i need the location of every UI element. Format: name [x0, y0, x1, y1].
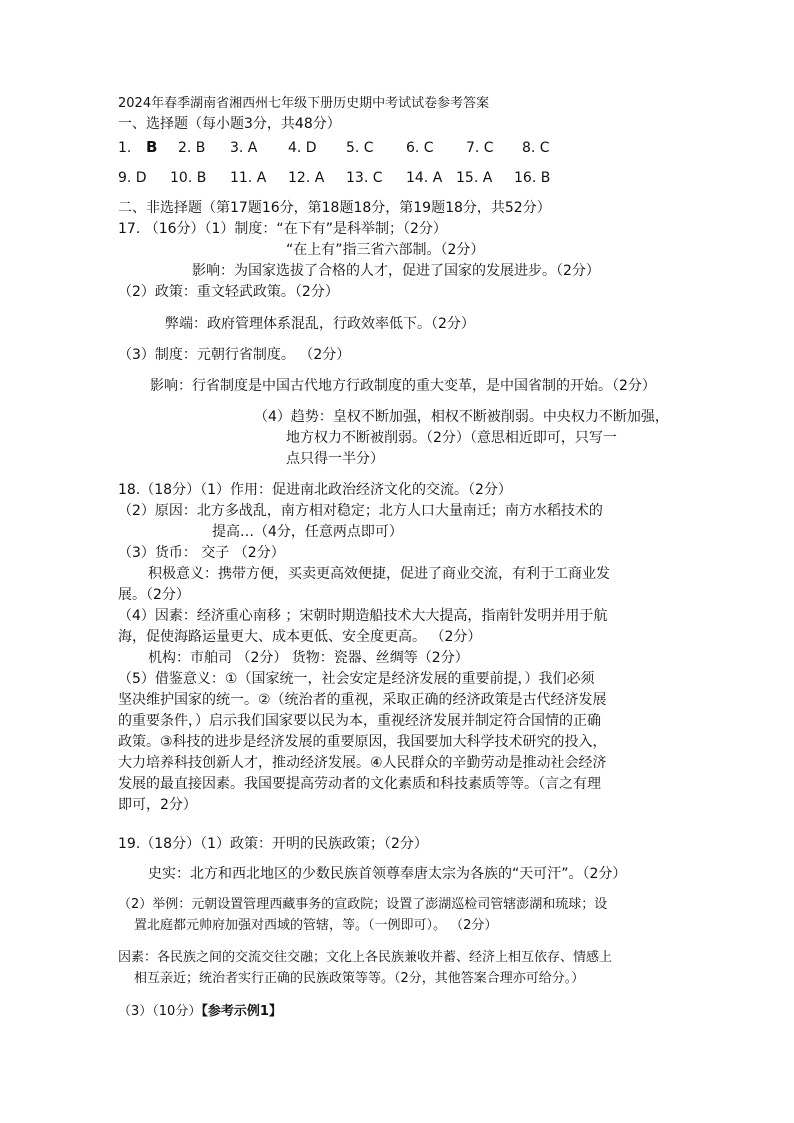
part1-heading: 一、选择题（每小题3分，共48分）: [118, 116, 341, 132]
q17-line: （4）趋势：皇权不断加强，相权不断被削弱。中央权力不断加强，: [254, 409, 669, 425]
q18-line: 机构：市舶司 （2分） 货物：瓷器、丝绸等（2分）: [148, 650, 469, 666]
mc-answer: 7. C: [466, 140, 494, 156]
q18-line: 坚决维护国家的统一。②（统治者的重视，采取正确的经济政策是古代经济发展: [118, 692, 607, 708]
q17-line: 17. （16分）（1）制度：“在下有”是科举制；（2分）: [118, 221, 447, 237]
q19-line: 史实：北方和西北地区的少数民族首领尊奉唐太宗为各族的“天可汗”。（2分）: [148, 866, 627, 882]
q17-line: 点只得一半分）: [286, 451, 384, 467]
q18-line: 积极意义：携带方便，买卖更高效便捷，促进了商业交流，有利于工商业发: [148, 566, 610, 582]
q18-line: 的重要条件，）启示我们国家要以民为本，重视经济发展并制定符合国情的正确: [118, 713, 601, 729]
q19-line: 相互亲近；统治者实行正确的民族政策等等。（2分，其他答案合理亦可给分。）: [134, 971, 585, 986]
mc-answer: 13. C: [346, 170, 383, 186]
q18-line: 海，促使海路运量更大、成本更低、安全度更高。 （2分）: [118, 629, 482, 645]
q18-line: 展。（2分）: [118, 587, 190, 603]
q19-line: 因素：各民族之间的交流交往交融；文化上各民族兼收并蓄、经济上相互依存、情感上: [118, 950, 613, 965]
q18-line: 提高…（4分，任意两点即可）: [212, 524, 403, 540]
q17-line: 弊端：政府管理体系混乱，行政效率低下。（2分）: [165, 316, 475, 332]
mc-answer: 6. C: [406, 140, 434, 156]
mc-answer: 9. D: [118, 170, 147, 186]
q18-line: （4）因素：经济重心南移 ；宋朝时期造船技术大大提高，指南针发明并用于航: [118, 608, 608, 624]
mc-answer: 14. A: [406, 170, 443, 186]
q18-line: 即可，2分）: [118, 797, 197, 813]
q17-line: （2）政策：重文轻武政策。（2分）: [118, 284, 339, 300]
mc-answer: 16. B: [514, 170, 551, 186]
mc-answer: 3. A: [230, 140, 258, 156]
q18-line: （5）借鉴意义：①（国家统一，社会安定是经济发展的重要前提，）我们必须: [118, 671, 595, 687]
mc-answer: 5. C: [346, 140, 374, 156]
q18-line: 大力培养科技创新人才，推动经济发展。④人民群众的辛勤劳动是推动社会经济: [118, 755, 607, 771]
q19-part3-example: 【参考示例1】: [201, 1004, 282, 1019]
q17-line: （3）制度：元朝行省制度。 （2分）: [118, 347, 351, 363]
q17-line: “在上有”指三省六部制。（2分）: [286, 242, 485, 258]
mc-answer: 1.: [118, 140, 132, 156]
q17-line: 地方权力不断被削弱。（2分）（意思相近即可，只写一: [286, 430, 617, 446]
q19-line: 置北庭都元帅府加强对西域的管辖，等。（一例即可）。 （2分）: [134, 918, 498, 933]
q19-line: 19.（18分）（1）政策：开明的民族政策；（2分）: [118, 836, 428, 852]
mc-answer: 8. C: [522, 140, 550, 156]
q19-part3-label: [118, 1002, 282, 1022]
q19-line: （2）举例：元朝设置管理西藏事务的宣政院；设置了澎湖巡检司管辖澎湖和琉球；设: [118, 897, 608, 912]
mc-answer: 4. D: [288, 140, 317, 156]
q18-line: 发展的最直接因素。我国要提高劳动者的文化素质和科技素质等等。（言之有理: [118, 776, 601, 792]
mc-answer: B: [146, 138, 158, 156]
mc-answer: 15. A: [456, 170, 493, 186]
mc-answer: 12. A: [288, 170, 325, 186]
q18-line: （2）原因：北方多战乱，南方相对稳定；北方人口大量南迁；南方水稻技术的: [118, 503, 603, 519]
q19-part3-prefix: （3）（10分）: [118, 1004, 202, 1019]
part2-heading: 二、非选择题（第17题16分，第18题18分，第19题18分，共52分）: [118, 200, 551, 216]
q18-line: 18.（18分）（1）作用：促进南北政治经济文化的交流。（2分）: [118, 482, 512, 498]
q17-line: 影响：行省制度是中国古代地方行政制度的重大变革，是中国省制的开始。（2分）: [150, 378, 656, 394]
document-title: 2024年春季湖南省湘西州七年级下册历史期中考试试卷参考答案: [118, 96, 490, 111]
mc-answer: 2. B: [178, 140, 206, 156]
mc-answer: 10. B: [170, 170, 207, 186]
q17-line: 影响：为国家选拔了合格的人才，促进了国家的发展进步。（2分）: [192, 263, 600, 279]
q18-line: 政策。③科技的进步是经济发展的重要原因，我国要加大科学技术研究的投入，: [118, 734, 607, 750]
mc-answer: 11. A: [230, 170, 267, 186]
q18-line: （3）货币： 交子 （2分）: [118, 545, 285, 561]
